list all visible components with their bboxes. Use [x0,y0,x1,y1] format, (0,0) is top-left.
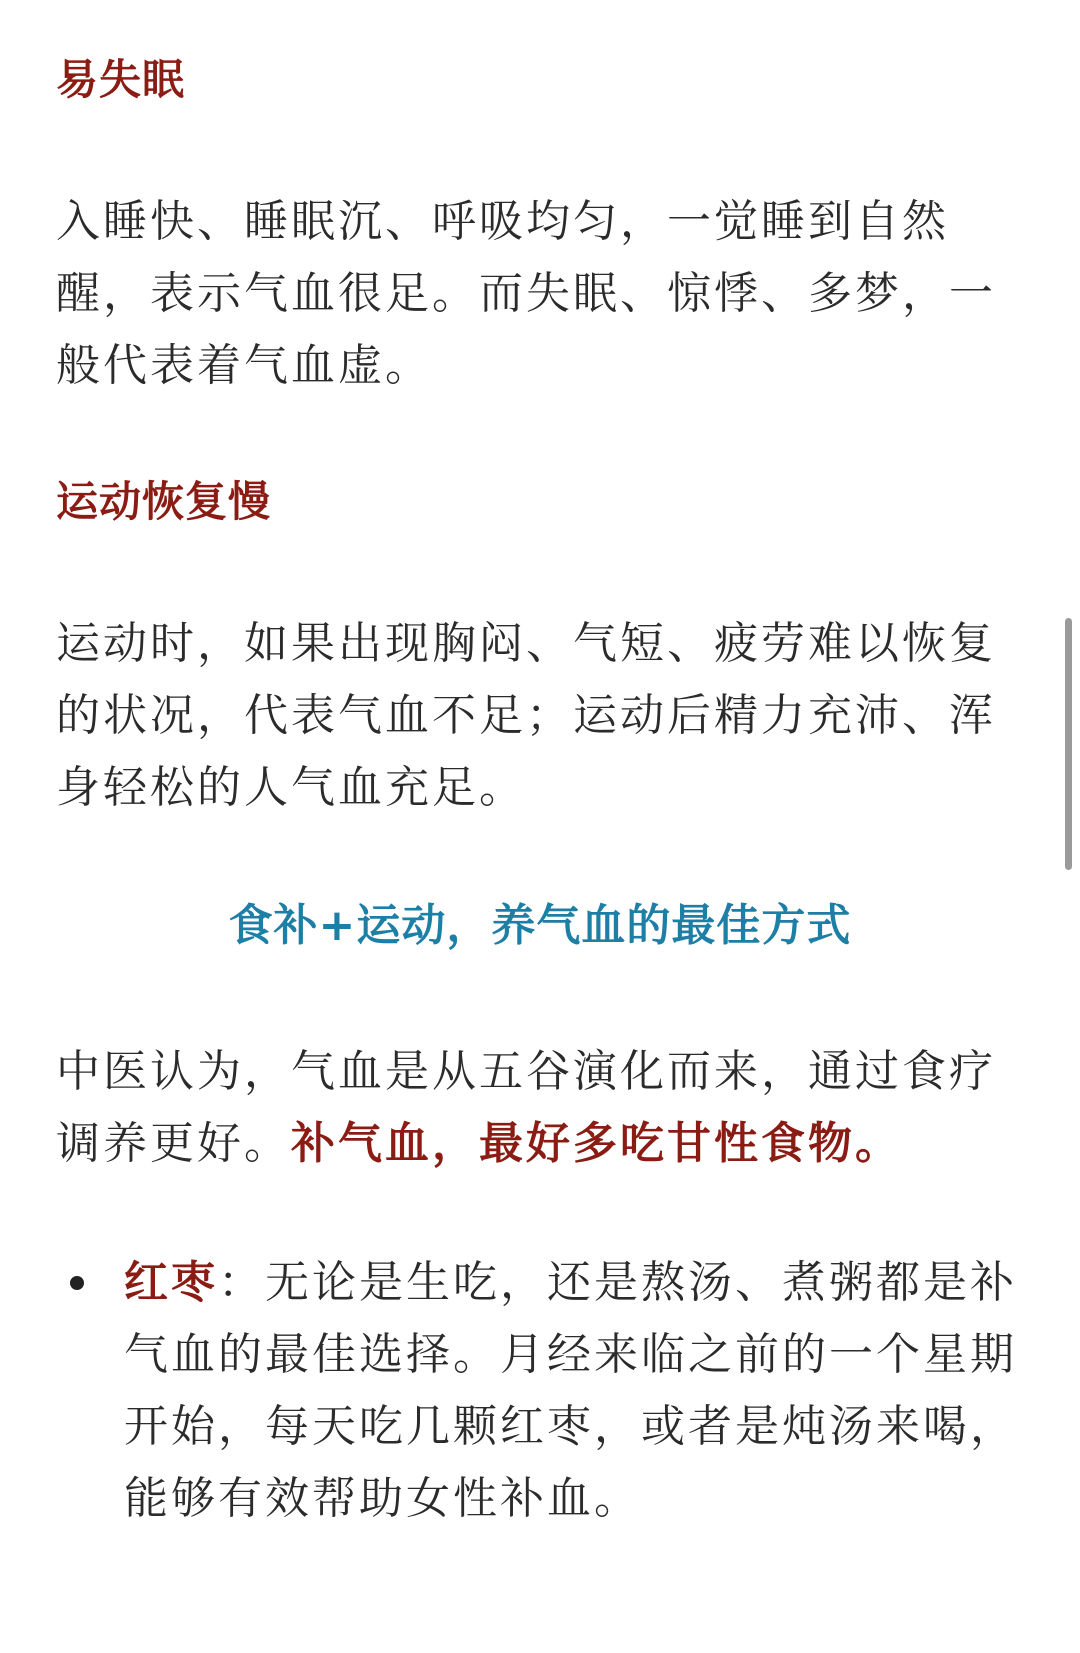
bullet-term: 红枣 [124,1257,218,1308]
bullet-description: 无论是生吃，还是熬汤、煮粥都是补气血的最佳选择。月经来临之前的一个星期开始，每天吃几颗红枣，或者是炖汤来喝，能够有效帮助女性补血。 [124,1257,1017,1524]
paragraph-intro [56,1036,1024,1180]
paragraph-slow-recovery: 运动时，如果出现胸闷、气短、疲劳难以恢复的状况，代表气血不足；运动后精力充沛、浑身轻松的人气血充足。 [56,618,996,813]
heading-slow-recovery: 运动恢复慢 [56,477,272,526]
heading-insomnia: 易失眠 [56,55,186,104]
intro-text: 中医认为，气血是从五谷演化而来，通过食疗调养更好。 [56,1046,996,1169]
bullet-text [124,1247,1024,1535]
paragraph-insomnia: 入睡快、睡眠沉、呼吸均匀，一觉睡到自然醒，表示气血很足。而失眠、惊悸、多梦，一般代表着气血虚。 [56,196,996,391]
bullet-separator: ： [218,1257,265,1308]
section-title: 食补+运动，养气血的最佳方式 [228,900,852,951]
bullet-dot-icon [70,1276,84,1290]
intro-emphasis: 补气血，最好多吃甘性食物。 [291,1118,902,1169]
scrollbar-thumb[interactable] [1065,618,1072,870]
